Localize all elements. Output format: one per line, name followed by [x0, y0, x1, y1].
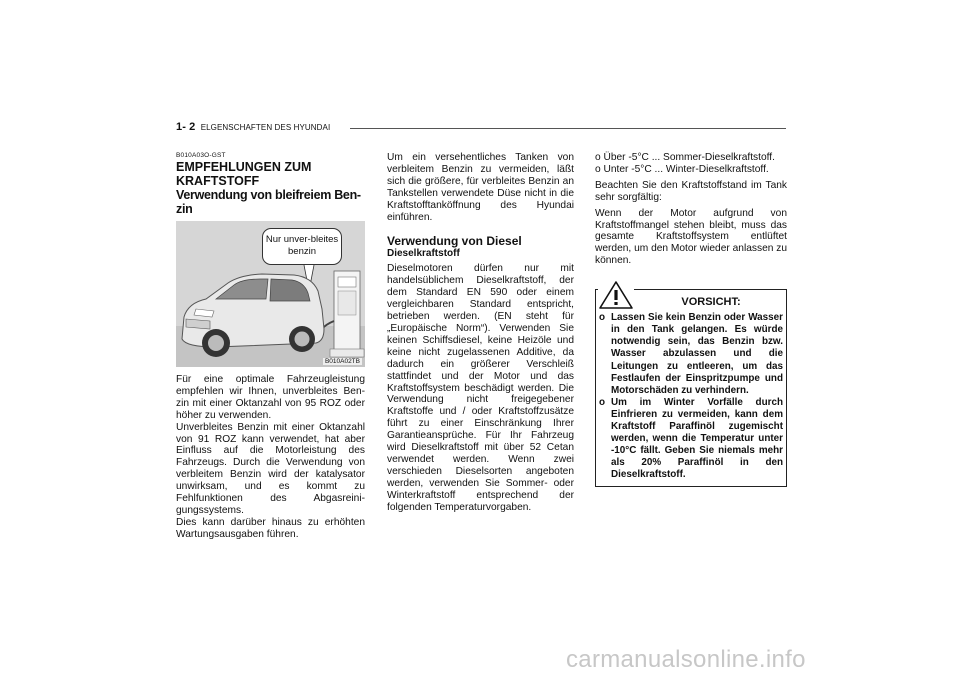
paragraph: Beachten Sie den Kraftstoffstand im Tank sehr sorgfältig:: [595, 179, 787, 203]
list-item: o Lassen Sie kein Benzin oder Wasser in den Tank gelangen. Es würde notwendig sein, das Benzin bzw. Wasser abzulassen und die Leitungen zu entleeren, um das Festlaufen der Einspritzpumpe und Motorschäden zu verhindern.: [599, 312, 783, 396]
warning-triangle-icon: [598, 280, 634, 310]
section-title-main: EMPFEHLUNGEN ZUM KRAFTSTOFF: [176, 160, 312, 188]
section-subtitle: Verwendung von bleifreiem Ben-zin: [176, 188, 361, 216]
diesel-heading: Verwendung von Diesel: [387, 234, 522, 249]
list-item: o Um im Winter Vorfälle durch Einfrieren zu vermeiden, kann dem Kraftstoff Paraffinöl zugemischt werden, wenn die Temperatur unter -10°C fällt. Geben Sie niemals mehr als 20% Paraffinöl in den Dieselkraftstoff.: [599, 396, 783, 481]
page-header: [176, 121, 330, 133]
section-code: B010A03O-GST: [176, 152, 226, 159]
middle-column: [387, 152, 574, 513]
left-column: [176, 152, 365, 541]
diesel-subheading: Dieselkraftstoff: [387, 248, 460, 260]
right-body: [595, 152, 787, 267]
paragraph: Dieselmotoren dürfen nur mit handelsüblichem Dieselkraftstoff, der dem Standard EN 590 oder einem vergleichbaren Standard entspricht, betrieben werden. (EN steht für „Europäische Norm“). Verwenden Sie keinen Schiffsdiesel, keine Heizöle und keine nicht zugelassenen Additive, da dadurch ein größerer Verschleiß stattfindet und der Motor und das Kraftstoffsystem beschädigt werden. Die Verwendung nicht freigegebener Kraftstoffe und / oder Kraftstoffzusätze führt zu einer Einschränkung Ihrer Garantieansprüche. Für Ihr Fahrzeug wird Dieselkraftstoff mit über 52 Cetan verwendet werden. Wenn zwei verschieden Dieselsorten angeboten werden, verwenden Sie Sommer- oder Winterkraftstoff entsprechend der folgenden Temperaturvorgaben.: [387, 263, 574, 513]
left-body: [176, 374, 365, 541]
paragraph: Wenn der Motor aufgrund von Kraftstoffmangel stehen bleibt, muss das gesamte Kraftstoffsystem entlüftet werden, um den Motor wieder anlassen zu können.: [595, 207, 787, 267]
caution-list: [599, 312, 783, 481]
watermark: carmanualsonline.info: [566, 646, 806, 673]
paragraph: Unverbleites Benzin mit einer Oktanzahl von 91 ROZ kann verwendet, hat aber Einfluss auf die Motorleistung des Fahrzeugs. Durch die Verwendung von verbleitem Benzin wird der katalysator unwirksam, und es kommt zu Fehlfunktionen des Abgasreini-gungssystems.: [176, 421, 365, 516]
section-title: ELGENSCHAFTEN DES HYUNDAI: [200, 123, 331, 132]
temperature-line: o Über -5°C ... Sommer-Dieselkraftstoff.: [595, 152, 775, 163]
middle-body: [387, 152, 574, 223]
bullet: o: [599, 312, 606, 324]
diesel-body: [387, 263, 574, 513]
caution-title: VORSICHT:: [681, 296, 741, 309]
bullet: o: [599, 396, 606, 408]
right-column: [595, 152, 787, 487]
header-rule: [350, 128, 786, 129]
caution-box: [595, 289, 787, 487]
fuel-station-illustration: [176, 221, 365, 367]
paragraph: Dies kann darüber hinaus zu erhöhten Wartungsausgaben führen.: [176, 516, 365, 540]
temperature-line: o Unter -5°C ... Winter-Dieselkraftstoff.: [595, 163, 769, 175]
page-number: 1- 2: [176, 121, 196, 133]
paragraph: Für eine optimale Fahrzeugleistung empfehlen wir Ihnen, unverbleites Ben-zin mit einer Oktanzahl von 95 ROZ oder höher zu verwenden.: [176, 374, 365, 421]
figure-code: B010A02TB: [324, 358, 360, 365]
unleaded-only-callout: Nur unver-bleites benzin: [262, 228, 342, 265]
paragraph: Um ein versehentliches Tanken von verbleitem Benzin zu vermeiden, läßt sich die größere, für verbleites Benzin an Tankstellen verwendete Düse nicht in die Kraftstofftanköffnung des Hyundai einführen.: [387, 152, 574, 223]
